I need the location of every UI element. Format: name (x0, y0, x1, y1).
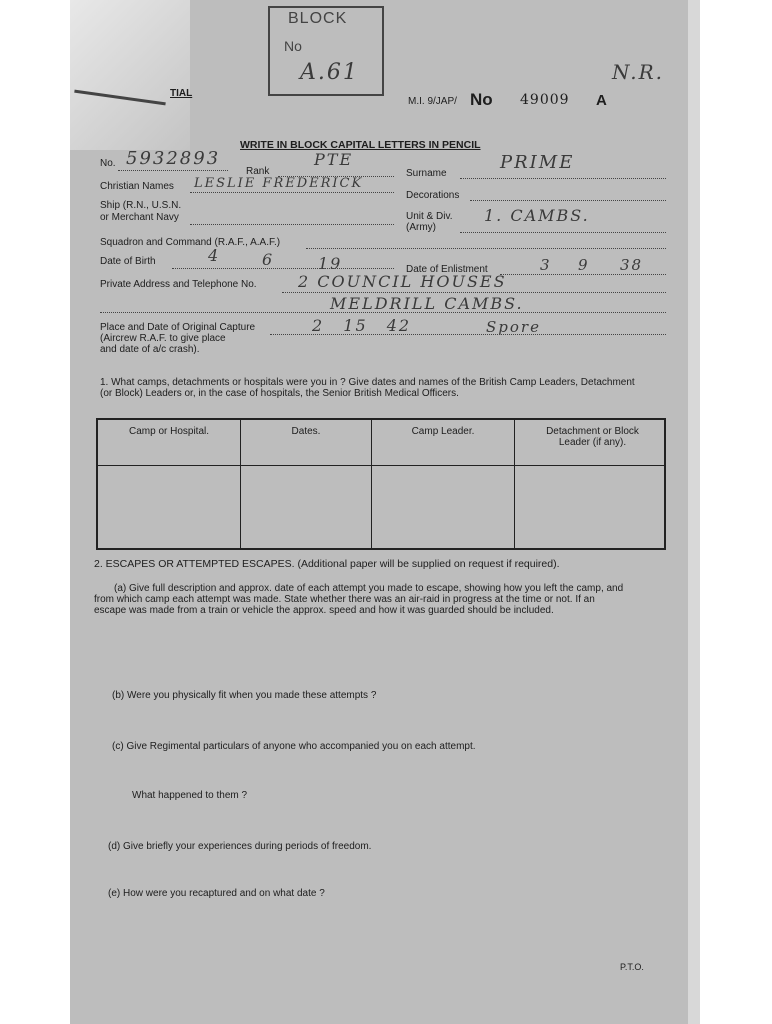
serial-prefix: No (470, 90, 493, 109)
dob-label: Date of Birth (100, 256, 156, 267)
question-2a-line-2: from which camp each attempt was made. State whether there was an air-raid in progress at the time or not. If an (94, 594, 595, 605)
question-2-heading: 2. ESCAPES OR ATTEMPTED ESCAPES. (Additional paper will be supplied on request if required). (94, 558, 560, 570)
cell-camp-leader[interactable] (372, 466, 515, 550)
column-detachment-leader: Detachment or Block Leader (if any). (515, 419, 666, 466)
stamp-title: BLOCK (288, 10, 348, 27)
camp-table (96, 418, 666, 550)
cell-detachment-leader[interactable] (515, 466, 666, 550)
capture-line (270, 334, 666, 335)
question-2c: (c) Give Regimental particulars of anyone who accompanied you on each attempt. (112, 741, 476, 752)
rank-value: PTE (314, 150, 354, 169)
capture-date: 2 15 42 (312, 316, 412, 335)
capture-label-2: (Aircrew R.A.F. to give place (100, 333, 226, 344)
unit-label-2: (Army) (406, 222, 436, 233)
column-camp-leader: Camp Leader. (372, 419, 515, 466)
column-dates: Dates. (241, 419, 372, 466)
column-camp-or-hospital: Camp or Hospital. (97, 419, 241, 466)
capture-label-3: and date of a/c crash). (100, 344, 200, 355)
enlistment-line (500, 274, 666, 275)
question-1-line-2: (or Block) Leaders or, in the case of hospitals, the Senior British Medical Officers. (100, 388, 459, 399)
corner-note: N.R. (612, 60, 664, 84)
address-line-1: 2 COUNCIL HOUSES (298, 272, 507, 291)
rank-label: Rank (246, 166, 270, 177)
ship-label-1: Ship (R.N., U.S.N. (100, 200, 182, 211)
surname-line (460, 178, 666, 179)
address-rule-1 (282, 292, 666, 293)
christian-names-value: LESLIE FREDERICK (194, 176, 364, 191)
unit-value: 1. CAMBS. (484, 206, 590, 225)
form-reference: M.I. 9/JAP/ (408, 96, 457, 107)
block-stamp (268, 6, 384, 96)
ship-line (190, 224, 394, 225)
unit-label-1: Unit & Div. (406, 211, 453, 222)
enlistment-label: Date of Enlistment (406, 264, 488, 275)
dob-day: 4 (208, 246, 221, 265)
squadron-label: Squadron and Command (R.A.F., A.A.F.) (100, 237, 281, 248)
cell-camp-or-hospital[interactable] (97, 466, 241, 550)
service-number-line (118, 170, 228, 171)
address-rule-2 (100, 312, 666, 313)
address-line-2: MELDRILL CAMBS. (330, 294, 524, 313)
paper-edge (688, 0, 700, 1024)
service-number-label: No. (100, 158, 116, 169)
stamp-value: A.61 (300, 60, 359, 85)
dob-year: 19 (318, 254, 343, 273)
christian-names-line (190, 192, 394, 193)
capture-label-1: Place and Date of Original Capture (100, 322, 256, 333)
enlistment-year: 38 (620, 256, 644, 274)
question-2c-sub: What happened to them ? (132, 790, 248, 801)
confidential-label: TIAL (170, 88, 193, 99)
dob-line (172, 268, 394, 269)
address-label: Private Address and Telephone No. (100, 279, 257, 290)
unit-line (460, 232, 666, 233)
question-2a-line-3: escape was made from a train or vehicle the approx. speed and how it was guarded should be included. (94, 605, 554, 616)
stamp-no: No (284, 38, 302, 54)
cell-dates[interactable] (241, 466, 372, 550)
ship-label-2: or Merchant Navy (100, 212, 179, 223)
question-2a-line-1: (a) Give full description and approx. date of each attempt you made to escape, showing how you left the camp, and (114, 583, 624, 594)
question-1-line-1: 1. What camps, detachments or hospitals were you in ? Give dates and names of the British Camp Leaders, Detachment (100, 377, 635, 388)
camp-table-row (97, 466, 665, 550)
enlistment-day: 3 (540, 256, 552, 274)
surname-value: PRIME (500, 152, 575, 173)
pto-label: P.T.O. (620, 962, 644, 972)
instruction-heading: WRITE IN BLOCK CAPITAL LETTERS IN PENCIL (240, 139, 481, 151)
folded-corner (70, 0, 193, 150)
question-2e: (e) How were you recaptured and on what date ? (108, 888, 325, 899)
decorations-line (470, 200, 666, 201)
surname-label: Surname (406, 168, 447, 179)
decorations-label: Decorations (406, 190, 460, 201)
capture-place: Spore (486, 318, 541, 336)
squadron-line (306, 248, 666, 249)
question-2d: (d) Give briefly your experiences during periods of freedom. (108, 841, 372, 852)
serial-suffix: A (596, 92, 607, 109)
serial-number: 49009 (520, 92, 570, 108)
enlistment-month: 9 (578, 256, 590, 274)
christian-names-label: Christian Names (100, 181, 174, 192)
service-number-value: 5932893 (126, 148, 221, 169)
camp-table-header (97, 419, 665, 466)
question-2b: (b) Were you physically fit when you made these attempts ? (112, 690, 377, 701)
dob-month: 6 (262, 250, 275, 269)
